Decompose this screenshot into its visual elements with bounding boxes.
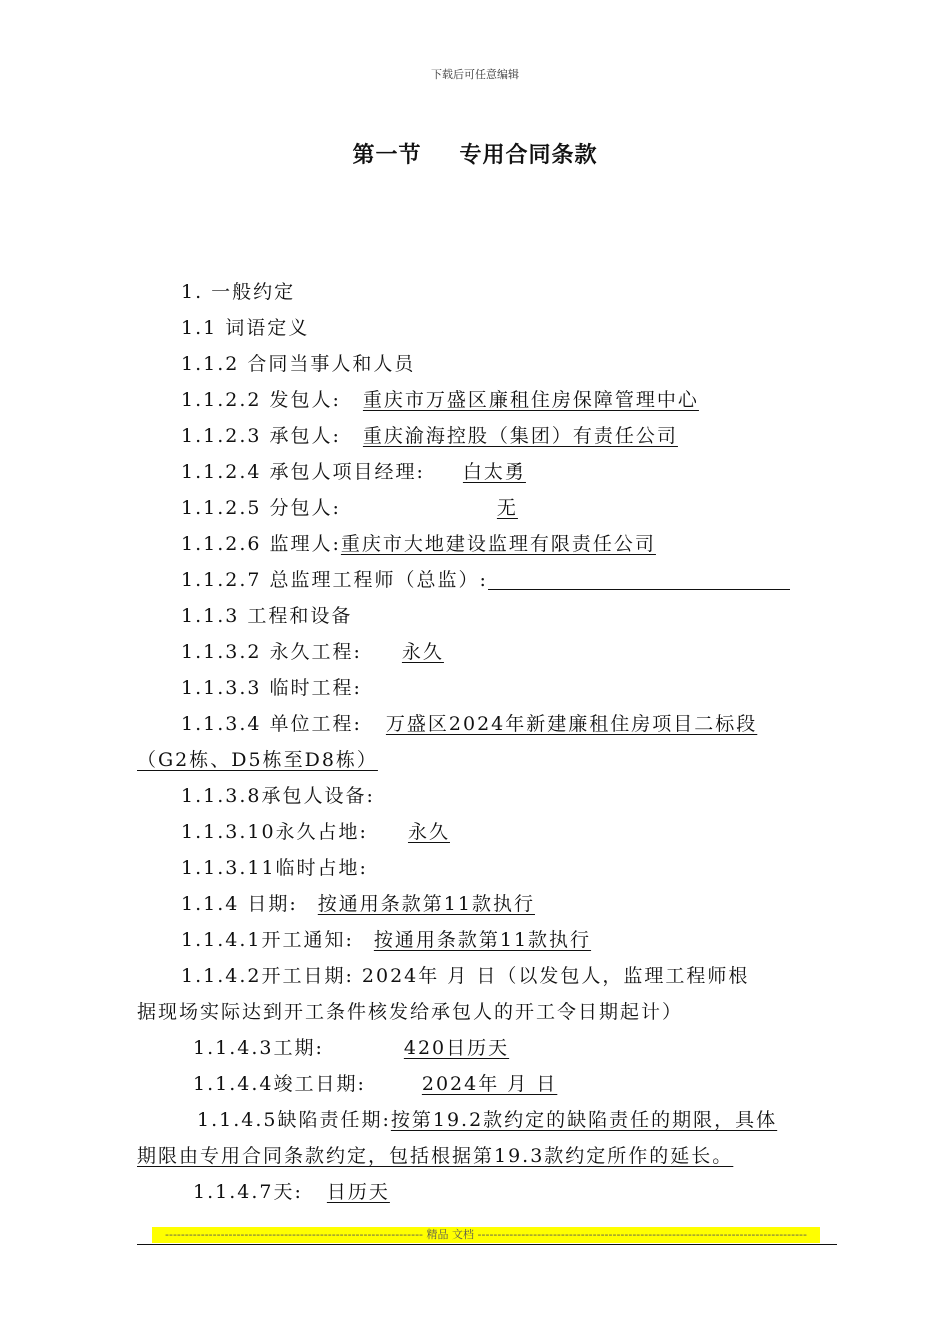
clause-label: 1.1.4.5缺陷责任期: — [197, 1109, 391, 1131]
clause-1: 1. 一般约定 — [181, 281, 296, 303]
permanent-land-value: 永久 — [407, 821, 450, 843]
chief-supervisor-blank — [488, 565, 790, 590]
clause-1-1-3: 1.1.3 工程和设备 — [181, 605, 353, 627]
employer-value: 重庆市万盛区廉租住房保障管理中心 — [362, 389, 699, 411]
clause-label: 1.1.4.3工期: — [193, 1037, 324, 1059]
clause-dates — [137, 886, 837, 922]
defects-period-value-continued: 期限由专用合同条款约定，包括根据第19.3款约定所作的延长。 — [137, 1145, 734, 1167]
clause-label: 1.1.2.4 承包人项目经理: — [181, 461, 425, 483]
clause-temporary-land: 1.1.3.11临时占地: — [181, 857, 368, 879]
clause-day — [137, 1174, 837, 1210]
contractor-value: 重庆渝海控股（集团）有责任公司 — [362, 425, 678, 447]
clause-label: 1.1.3.4 单位工程: — [181, 713, 362, 735]
clause-defects-period — [137, 1102, 837, 1138]
clause-label: 1.1.4.7天: — [193, 1181, 303, 1203]
clause-contractor — [137, 418, 837, 454]
clause-contractor-equipment: 1.1.3.8承包人设备: — [181, 785, 375, 807]
document-body — [137, 274, 837, 1210]
clause-project-manager — [137, 454, 837, 490]
page-header-note: 下载后可任意编辑 — [431, 68, 519, 81]
clause-label: 1.1.2.3 承包人: — [181, 425, 341, 447]
day-value: 日历天 — [326, 1181, 390, 1203]
clause-commencement-date: 1.1.4.2开工日期: 2024年 月 日（以发包人，监理工程师根 — [181, 965, 750, 987]
clause-1-1: 1.1 词语定义 — [181, 317, 310, 339]
unit-works-value-continued: （G2栋、D5栋至D8栋） — [137, 749, 378, 771]
supervisor-value: 重庆市大地建设监理有限责任公司 — [340, 533, 656, 555]
clause-temporary-works: 1.1.3.3 临时工程: — [181, 677, 362, 699]
clause-employer — [137, 382, 837, 418]
footer-text: 精品 文档 — [426, 1228, 475, 1241]
clause-label: 1.1.3.10永久占地: — [181, 821, 368, 843]
footer-banner — [152, 1227, 820, 1243]
section-number: 第一节 — [352, 143, 422, 168]
clause-permanent-works — [137, 634, 837, 670]
clause-commencement-notice — [137, 922, 837, 958]
clause-label: 1.1.4.4竣工日期: — [193, 1073, 366, 1095]
clause-chief-supervisor — [137, 562, 837, 598]
clause-defects-period-continued — [137, 1138, 837, 1174]
commencement-notice-value: 按通用条款第11款执行 — [373, 929, 592, 951]
clause-subcontractor — [137, 490, 837, 526]
project-manager-value: 白太勇 — [462, 461, 526, 483]
clause-unit-works — [137, 706, 837, 742]
clause-label: 1.1.4 日期: — [181, 893, 298, 915]
duration-value: 420日历天 — [403, 1037, 510, 1059]
clause-permanent-land — [137, 814, 837, 850]
clause-supervisor — [137, 526, 837, 562]
clause-1-1-2: 1.1.2 合同当事人和人员 — [181, 353, 416, 375]
clause-commencement-date-continued: 据现场实际达到开工条件核发给承包人的开工令日期起计） — [137, 1001, 684, 1023]
clause-label: 1.1.3.2 永久工程: — [181, 641, 362, 663]
defects-period-value: 按第19.2款约定的缺陷责任的期限，具体 — [390, 1109, 778, 1131]
clause-completion-date — [137, 1066, 837, 1102]
footer-dashes-right: ----------------------------------------------------------------------------------- — [477, 1228, 807, 1241]
completion-date-value: 2024年 月 日 — [421, 1073, 558, 1095]
clause-label: 1.1.4.1开工通知: — [181, 929, 354, 951]
unit-works-value: 万盛区2024年新建廉租住房项目二标段 — [385, 713, 758, 735]
section-name: 专用合同条款 — [459, 143, 598, 168]
section-title — [0, 138, 950, 169]
footer-dashes-left: ----------------------------------------------------------------- — [165, 1228, 424, 1241]
subcontractor-value: 无 — [496, 497, 518, 519]
clause-duration — [137, 1030, 837, 1066]
clause-label: 1.1.2.7 总监理工程师（总监）: — [181, 569, 488, 591]
clause-label: 1.1.2.5 分包人: — [181, 497, 341, 519]
clause-unit-works-continued — [137, 742, 837, 778]
clause-label: 1.1.2.6 监理人: — [181, 533, 341, 555]
dates-value: 按通用条款第11款执行 — [317, 893, 535, 915]
footer-rule — [137, 1244, 837, 1245]
clause-label: 1.1.2.2 发包人: — [181, 389, 341, 411]
permanent-works-value: 永久 — [401, 641, 444, 663]
